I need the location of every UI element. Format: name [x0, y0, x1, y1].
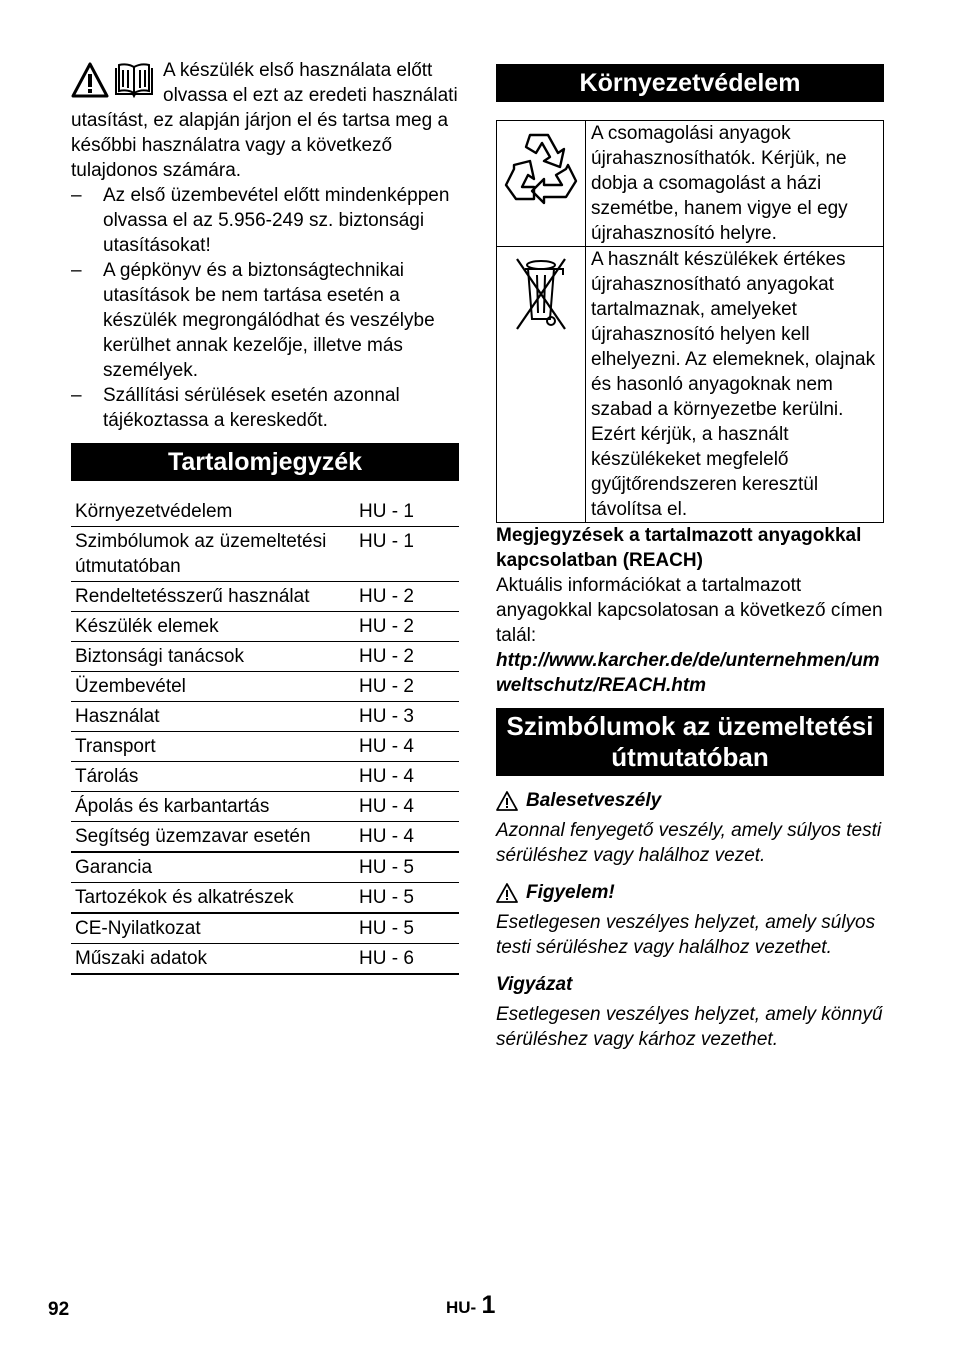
warning-icon	[496, 791, 518, 811]
caution-label: Vigyázat	[496, 974, 573, 995]
toc-page: HU - 2	[359, 676, 414, 697]
caution-text: Esetlegesen veszélyes helyzet, amely könnyű sérüléshez vagy kárhoz vezethet.	[496, 1004, 883, 1050]
toc-page: HU - 5	[359, 918, 414, 939]
env-weee-text: A használt készülékek értékes újrahasznosítható anyagokat tartalmaznak, amelyeket újrahasznosító helyen kell elhelyezni. Az elemeknek, olajnak és hasonló anyagoknak nem szabad a környezetbe kerülni. Ezért kérjük, a használt készülékeket megfelelő gyűjtőrendszeren keresztül távolítsa el.	[591, 249, 876, 520]
symbols-heading: Szimbólumok az üzemeltetési útmutatóban	[496, 708, 884, 776]
bullet-item	[71, 383, 459, 433]
danger-text: Azonnal fenyegető veszély, amely súlyos testi sérüléshez vagy halálhoz vezet.	[496, 820, 882, 866]
toc-page: HU - 5	[359, 887, 414, 908]
reach-link[interactable]: http://www.karcher.de/de/unternehmen/umweltschutz/REACH.htm	[496, 650, 880, 696]
intro-paragraph	[71, 58, 459, 183]
reach-text: Aktuális információkat a tartalmazott anyagokkal kapcsolatosan a következő címen talál:	[496, 575, 883, 646]
toc-page: HU - 2	[359, 586, 414, 607]
toc-title: Tárolás	[75, 766, 139, 787]
left-column	[71, 58, 459, 975]
toc-page: HU - 4	[359, 736, 414, 757]
toc-row[interactable]	[71, 851, 459, 882]
danger-title	[496, 788, 884, 813]
warning-icon	[71, 62, 109, 98]
right-column	[496, 58, 884, 1052]
toc-page: HU - 4	[359, 766, 414, 787]
danger-label: Balesetveszély	[526, 790, 662, 811]
warning-label: Figyelem!	[526, 882, 615, 903]
toc-title: Használat	[75, 706, 160, 727]
toc-page: HU - 1	[359, 501, 414, 522]
bullet-text: Az első üzembevétel előtt mindenképpen olvassa el az 5.956-249 sz. biztonsági utasításokat!	[103, 185, 450, 256]
toc-row[interactable]	[71, 761, 459, 791]
toc-page: HU - 5	[359, 857, 414, 878]
toc-title: CE-Nyilatkozat	[75, 918, 201, 939]
toc-page: HU - 6	[359, 948, 414, 969]
toc-page: HU - 2	[359, 646, 414, 667]
toc-heading: Tartalomjegyzék	[71, 443, 459, 481]
toc-row[interactable]	[71, 611, 459, 641]
toc-row[interactable]	[71, 791, 459, 821]
toc-title: Ápolás és karbantartás	[75, 796, 270, 817]
toc-page: HU - 4	[359, 796, 414, 817]
toc-row[interactable]	[71, 641, 459, 671]
bullet-text: Szállítási sérülések esetén azonnal tájékoztassa a kereskedőt.	[103, 385, 400, 431]
caution-title	[496, 972, 884, 997]
toc-title: Környezetvédelem	[75, 501, 233, 522]
toc-title: Biztonsági tanácsok	[75, 646, 244, 667]
toc-title: Rendeltetésszerű használat	[75, 586, 310, 607]
toc-title: Műszaki adatok	[75, 948, 208, 969]
toc-title: Tartozékok és alkatrészek	[75, 887, 294, 908]
dash-icon: –	[71, 260, 82, 281]
toc-row[interactable]	[71, 526, 459, 581]
manual-book-icon	[113, 62, 155, 98]
bullet-item	[71, 183, 459, 258]
dash-icon: –	[71, 385, 82, 406]
toc-row[interactable]	[71, 821, 459, 851]
footer-section-page: 1	[481, 1291, 496, 1319]
toc-row[interactable]	[71, 882, 459, 912]
env-recycle-text: A csomagolási anyagok újrahasznosíthatók. Kérjük, ne dobja a csomagolást a házi szemétbe, hanem vigye el egy újrahasznosító helyre.	[591, 123, 848, 244]
toc-table	[71, 497, 459, 975]
toc-row[interactable]	[71, 671, 459, 701]
dash-icon: –	[71, 185, 82, 206]
recycle-icon	[504, 129, 578, 207]
crossed-bin-icon	[513, 255, 569, 333]
toc-row[interactable]	[71, 581, 459, 611]
warning-text: Esetlegesen veszélyes helyzet, amely súlyos testi sérüléshez vagy halálhoz vezethet.	[496, 912, 876, 958]
toc-row[interactable]	[71, 497, 459, 526]
toc-row[interactable]	[71, 943, 459, 973]
toc-page: HU - 3	[359, 706, 414, 727]
toc-title: Szimbólumok az üzemeltetési útmutatóban	[75, 531, 327, 577]
env-heading: Környezetvédelem	[496, 64, 884, 102]
warning-title	[496, 880, 884, 905]
toc-title: Készülék elemek	[75, 616, 219, 637]
toc-page: HU - 4	[359, 826, 414, 847]
env-icon-cell	[497, 121, 586, 246]
toc-page: HU - 1	[359, 531, 414, 552]
env-table	[496, 120, 884, 523]
footer-lang-code: HU-	[446, 1298, 477, 1317]
toc-title: Transport	[75, 736, 156, 757]
bullet-text: A gépkönyv és a biztonságtechnikai utasítások be nem tartása esetén a készülék megrongálódhat és veszélybe kerülhet annak kezelője, illetve más személyek.	[103, 260, 435, 381]
toc-row[interactable]	[71, 912, 459, 943]
footer-section-code	[446, 1293, 495, 1320]
toc-row[interactable]	[71, 731, 459, 761]
toc-title: Üzembevétel	[75, 676, 186, 697]
footer-page-number: 92	[48, 1299, 70, 1320]
toc-page: HU - 2	[359, 616, 414, 637]
toc-title: Garancia	[75, 857, 153, 878]
reach-title: Megjegyzések a tartalmazott anyagokkal kapcsolatban (REACH)	[496, 525, 862, 571]
bullet-item	[71, 258, 459, 383]
env-row-recycle	[497, 121, 883, 246]
env-icon-cell	[497, 247, 586, 522]
toc-row[interactable]	[71, 701, 459, 731]
intro-text: A készülék első használata előtt olvassa el ezt az eredeti használati utasítást, ez alapján járjon el és tartsa meg a későbbi használatra vagy a következő tulajdonos számára.	[71, 60, 458, 181]
toc-title: Segítség üzemzavar esetén	[75, 826, 311, 847]
intro-icons	[71, 62, 155, 98]
warning-icon	[496, 883, 518, 903]
env-row-weee	[497, 246, 883, 522]
